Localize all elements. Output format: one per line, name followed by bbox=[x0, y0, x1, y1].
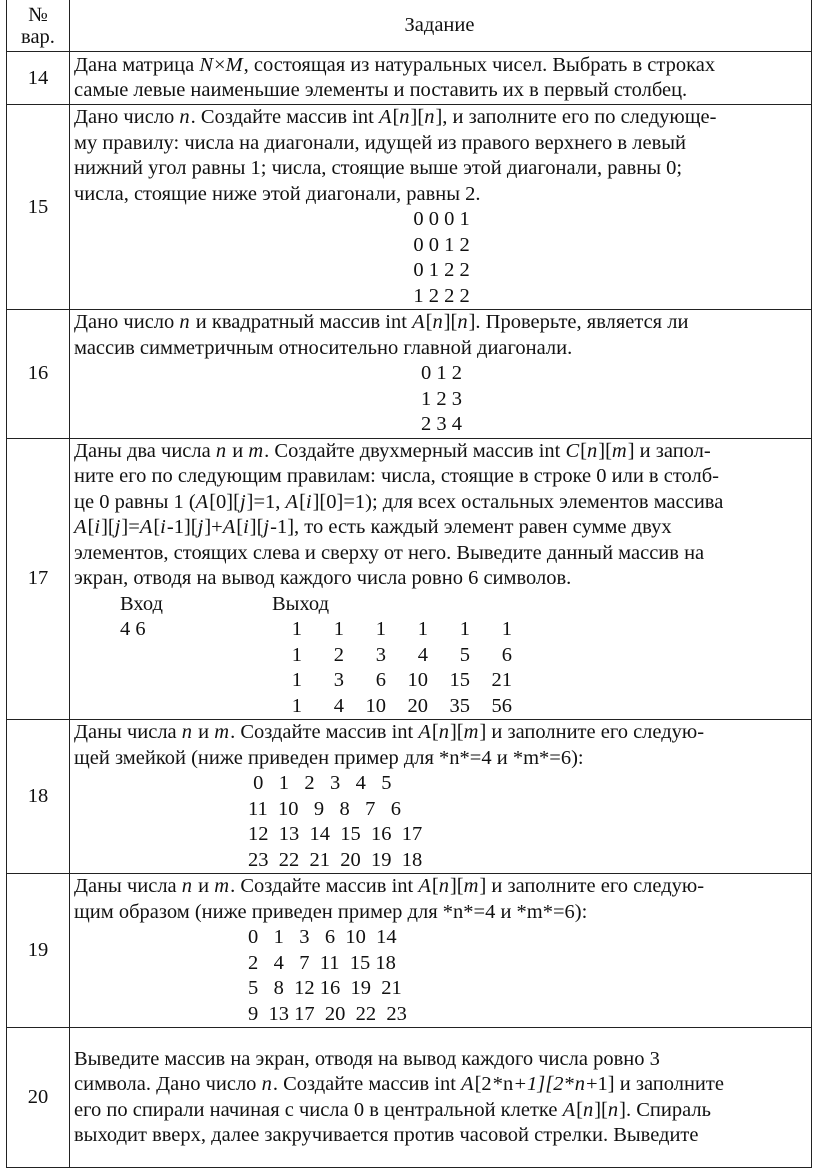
text-segment: му правилу: числа на диагонали, идущей из правого верхнего в левый bbox=[74, 131, 686, 154]
matrix-row: 0 1 2 2 bbox=[413, 259, 470, 281]
task-text bbox=[70, 310, 812, 439]
task-line: щим образом (ниже приведен пример для *n*=4 и *m*=6): bbox=[74, 900, 588, 923]
task-row bbox=[7, 310, 812, 439]
text-segment: ]=1, bbox=[246, 490, 286, 513]
text-segment: и квадратный массив int bbox=[190, 311, 413, 333]
text-segment: ] и заполните его следую- bbox=[479, 875, 705, 897]
output-cell: 21 bbox=[491, 669, 512, 691]
text-segment: ][ bbox=[249, 516, 264, 538]
task-line bbox=[74, 566, 805, 592]
italic-variable: +1][2 bbox=[513, 1073, 564, 1095]
output-cell: 1 bbox=[291, 669, 302, 691]
italic-variable: n bbox=[181, 721, 193, 743]
italic-variable: m bbox=[611, 439, 627, 462]
italic-variable: m bbox=[248, 439, 264, 462]
header-task: Задание bbox=[70, 0, 812, 52]
text-segment: ]. Спираль bbox=[619, 1098, 711, 1121]
task-line bbox=[74, 53, 805, 79]
italic-variable: n bbox=[424, 106, 435, 128]
text-segment: его по спирали начиная с числа 0 в центральной клетке bbox=[74, 1098, 563, 1121]
output-cell: 4 bbox=[417, 643, 428, 666]
italic-variable: A bbox=[74, 516, 87, 538]
italic-variable: j bbox=[114, 516, 121, 538]
example-matrix bbox=[74, 207, 805, 309]
text-segment: массив симметричным относительно главной диагонали. bbox=[74, 336, 573, 359]
italic-variable: A bbox=[139, 516, 153, 538]
task-row bbox=[7, 52, 812, 105]
text-segment: [ bbox=[299, 490, 306, 513]
text-segment: ]. Проверьте, является ли bbox=[468, 311, 689, 333]
io-spacer bbox=[120, 643, 270, 669]
variant-number: 18 bbox=[7, 720, 70, 874]
italic-variable: n bbox=[457, 311, 468, 333]
italic-variable: n bbox=[574, 1073, 585, 1095]
output-label: Выход bbox=[272, 592, 330, 615]
task-row bbox=[7, 874, 812, 1028]
italic-variable: A bbox=[412, 311, 425, 333]
text-segment: [ bbox=[87, 516, 95, 538]
output-cell: 1 bbox=[291, 643, 302, 666]
output-cell: 3 bbox=[375, 643, 386, 666]
task-text bbox=[70, 105, 812, 310]
matrix-row: 0 1 2 bbox=[421, 362, 462, 384]
io-example bbox=[74, 592, 805, 720]
header-num-line2: вар. bbox=[21, 25, 55, 48]
variant-number: 17 bbox=[7, 438, 70, 720]
variant-number: 14 bbox=[7, 52, 70, 105]
italic-variable: i bbox=[243, 516, 249, 538]
output-cell: 1 bbox=[333, 618, 344, 640]
matrix-row: 11 10 9 8 7 6 bbox=[248, 797, 401, 820]
output-cell: 35 bbox=[449, 694, 470, 717]
output-cell: 20 bbox=[407, 694, 428, 717]
text-segment: ][ bbox=[101, 516, 115, 538]
text-segment: Дано число bbox=[74, 106, 180, 128]
italic-variable: n bbox=[179, 311, 190, 333]
matrix-row: 5 8 12 16 19 21 bbox=[248, 977, 402, 999]
text-segment: символа. Дано число bbox=[74, 1073, 262, 1095]
task-text bbox=[70, 52, 812, 105]
task-text bbox=[70, 1028, 812, 1168]
text-segment: [ bbox=[425, 311, 433, 333]
text-segment: [ bbox=[431, 875, 439, 897]
italic-variable: n bbox=[399, 106, 410, 128]
text-segment: [2 bbox=[474, 1073, 492, 1095]
text-segment: нижний угол равны 1; числа, стоящие выше этой диагонали, равны 0; bbox=[74, 157, 683, 179]
task-line bbox=[74, 105, 805, 131]
output-cell: 10 bbox=[365, 694, 386, 717]
text-segment: × bbox=[214, 53, 226, 76]
output-cell: 56 bbox=[491, 694, 512, 717]
text-segment: Даны числа bbox=[74, 721, 182, 743]
text-segment: ][ bbox=[449, 875, 464, 897]
matrix-row: 12 13 14 15 16 17 bbox=[248, 823, 423, 845]
header-num bbox=[7, 0, 70, 52]
text-segment: . Создайте массив int bbox=[190, 106, 379, 128]
io-spacer bbox=[120, 668, 270, 694]
task-line: щей змейкой (ниже приведен пример для *n*=4 и *m*=6): bbox=[74, 746, 584, 769]
output-cell: 15 bbox=[449, 669, 470, 691]
italic-variable: n bbox=[261, 1073, 272, 1095]
output-cell: 1 bbox=[291, 618, 302, 640]
text-segment: . Создайте массив int bbox=[230, 875, 419, 897]
italic-variable: n bbox=[438, 721, 449, 743]
text-segment: ][ bbox=[410, 106, 425, 128]
text-segment: и bbox=[227, 439, 249, 462]
italic-variable: i bbox=[160, 516, 166, 538]
text-segment: [ bbox=[236, 516, 244, 538]
text-segment: самые левые наименьшие элементы и поставить их в первый столбец. bbox=[74, 79, 688, 101]
task-text bbox=[70, 720, 812, 874]
text-segment: ]+ bbox=[204, 516, 223, 538]
text-segment: ]= bbox=[121, 516, 140, 538]
header-num-line1: № bbox=[28, 3, 48, 26]
italic-variable: A bbox=[222, 516, 236, 538]
output-cell: 10 bbox=[407, 669, 428, 691]
italic-variable: N bbox=[199, 53, 213, 76]
italic-variable: n bbox=[587, 439, 598, 462]
output-cell: 2 bbox=[333, 643, 344, 666]
text-segment: . Создайте массив int bbox=[272, 1073, 462, 1095]
text-segment: [ bbox=[153, 516, 161, 538]
text-segment: [ bbox=[580, 439, 587, 462]
text-segment: ] и запол- bbox=[627, 439, 711, 462]
input-value: 4 6 bbox=[120, 618, 146, 640]
matrix-row: 1 2 3 bbox=[421, 387, 462, 410]
matrix-row: 1 2 2 2 bbox=[413, 284, 470, 307]
text-segment: ][ bbox=[443, 311, 458, 333]
example-matrix bbox=[74, 361, 805, 438]
output-cell: 1 bbox=[417, 618, 428, 640]
task-line bbox=[74, 439, 805, 465]
italic-variable: M bbox=[225, 53, 243, 76]
text-segment: Даны числа bbox=[74, 875, 182, 897]
italic-variable: A bbox=[418, 721, 431, 743]
text-segment: ните его по следующим правилам: числа, стоящие в строке 0 или в столб- bbox=[74, 465, 719, 487]
italic-variable: n bbox=[181, 875, 193, 897]
text-segment: элементов, стоящих слева и сверху от него. Выведите данный массив на bbox=[74, 541, 705, 564]
tasks-table bbox=[6, 0, 812, 1168]
task-line bbox=[74, 515, 805, 541]
task-row bbox=[7, 720, 812, 874]
output-cell: 4 bbox=[333, 694, 344, 717]
task-line bbox=[74, 182, 805, 208]
matrix-row: 2 3 4 bbox=[421, 413, 462, 435]
variant-number: 16 bbox=[7, 310, 70, 439]
italic-variable: A bbox=[461, 1073, 474, 1095]
italic-variable: A bbox=[195, 490, 209, 513]
text-segment: ][0]=1); для всех остальных элементов массива bbox=[312, 490, 724, 513]
text-segment: +1] и заполните bbox=[585, 1073, 724, 1095]
task-line bbox=[74, 541, 805, 567]
input-label: Вход bbox=[120, 592, 163, 615]
task-line bbox=[74, 310, 805, 336]
example-matrix bbox=[74, 925, 805, 1027]
task-line bbox=[74, 131, 805, 157]
text-segment: це 0 равны 1 ( bbox=[74, 490, 196, 513]
text-segment: экран, отводя на вывод каждого числа ровно 6 символов. bbox=[74, 567, 572, 589]
italic-variable: m bbox=[214, 875, 230, 897]
text-segment: [ bbox=[431, 721, 439, 743]
task-text bbox=[70, 438, 812, 720]
text-segment: n bbox=[502, 1073, 514, 1095]
variant-number: 19 bbox=[7, 874, 70, 1028]
output-cell: 3 bbox=[333, 669, 344, 691]
italic-variable: m bbox=[463, 721, 479, 743]
italic-variable: A bbox=[562, 1098, 576, 1121]
italic-variable: n bbox=[432, 311, 443, 333]
output-cell: 6 bbox=[501, 643, 512, 666]
text-segment: [0][ bbox=[209, 490, 240, 513]
text-segment: числа, стоящие ниже этой диагонали, равны 2. bbox=[74, 182, 481, 205]
text-segment: -1], то есть каждый элемент равен сумме двух bbox=[270, 516, 672, 538]
text-segment: [ bbox=[576, 1098, 583, 1121]
italic-variable: A bbox=[378, 106, 392, 128]
task-row bbox=[7, 1028, 812, 1168]
output-cell: 5 bbox=[459, 643, 470, 666]
task-text bbox=[70, 874, 812, 1028]
italic-variable: n bbox=[215, 439, 227, 462]
matrix-row: 2 4 7 11 15 18 bbox=[248, 951, 396, 974]
text-segment: [ bbox=[392, 106, 400, 128]
header-row bbox=[7, 0, 812, 52]
italic-variable: j bbox=[197, 516, 204, 538]
text-segment: Дано число bbox=[74, 311, 180, 333]
variant-number: 15 bbox=[7, 105, 70, 310]
text-segment: Даны два числа bbox=[74, 439, 216, 462]
example-matrix bbox=[74, 771, 805, 873]
italic-variable: i bbox=[94, 516, 101, 538]
text-segment: ], и заполните его по следующе- bbox=[435, 106, 717, 128]
text-segment: ][ bbox=[594, 1098, 608, 1121]
matrix-row: 0 1 2 3 4 5 bbox=[248, 772, 392, 794]
output-cell: 1 bbox=[291, 694, 302, 717]
italic-variable: A bbox=[418, 875, 431, 897]
text-segment: Выведите массив на экран, отводя на вывод каждого числа ровно 3 bbox=[74, 1047, 660, 1070]
text-segment: . Создайте двухмерный массив int bbox=[264, 439, 566, 462]
italic-variable: i bbox=[305, 490, 312, 513]
task-line bbox=[74, 1098, 805, 1124]
matrix-row: 23 22 21 20 19 18 bbox=[248, 848, 423, 871]
text-segment: Дана матрица bbox=[74, 53, 200, 76]
text-segment: , состоящая из натуральных чисел. Выбрать в строках bbox=[243, 53, 716, 76]
italic-variable: n bbox=[607, 1098, 619, 1121]
task-row bbox=[7, 105, 812, 310]
text-segment: выходит вверх, далее закручивается против часовой стрелки. Выведите bbox=[74, 1124, 699, 1146]
italic-variable: n bbox=[438, 875, 449, 897]
italic-variable: * bbox=[491, 1073, 502, 1095]
io-spacer bbox=[120, 694, 270, 720]
matrix-row: 0 0 0 1 bbox=[413, 208, 470, 230]
italic-variable: j bbox=[263, 516, 270, 538]
text-segment: ] и заполните его следую- bbox=[479, 721, 705, 743]
output-cell: 1 bbox=[459, 618, 470, 640]
task-line bbox=[74, 1047, 805, 1073]
task-line bbox=[74, 78, 805, 104]
italic-variable: m bbox=[463, 875, 479, 897]
italic-variable: n bbox=[582, 1098, 594, 1121]
task-line bbox=[74, 1123, 805, 1149]
task-line bbox=[74, 720, 805, 746]
task-line bbox=[74, 490, 805, 516]
matrix-row: 0 1 3 6 10 14 bbox=[248, 926, 397, 948]
task-line bbox=[74, 336, 805, 362]
matrix-row: 0 0 1 2 bbox=[413, 233, 470, 256]
text-segment: и bbox=[193, 721, 215, 743]
text-segment: . Создайте массив int bbox=[230, 721, 419, 743]
task-line bbox=[74, 156, 805, 182]
text-segment: * bbox=[564, 1073, 575, 1095]
italic-variable: C bbox=[565, 439, 580, 462]
task-line bbox=[74, 1072, 805, 1098]
output-cell: 1 bbox=[501, 618, 512, 640]
italic-variable: A bbox=[285, 490, 299, 513]
text-segment: -1][ bbox=[166, 516, 198, 538]
output-cell: 1 bbox=[375, 618, 386, 640]
text-segment: ][ bbox=[598, 439, 612, 462]
output-cell: 6 bbox=[375, 669, 386, 691]
matrix-row: 9 13 17 20 22 23 bbox=[248, 1002, 407, 1025]
italic-variable: n bbox=[179, 106, 190, 128]
task-line bbox=[74, 464, 805, 490]
text-segment: ][ bbox=[449, 721, 464, 743]
variant-number: 20 bbox=[7, 1028, 70, 1168]
task-row bbox=[7, 438, 812, 720]
task-line bbox=[74, 874, 805, 900]
italic-variable: m bbox=[214, 721, 230, 743]
italic-variable: j bbox=[239, 490, 246, 513]
text-segment: и bbox=[193, 875, 215, 897]
